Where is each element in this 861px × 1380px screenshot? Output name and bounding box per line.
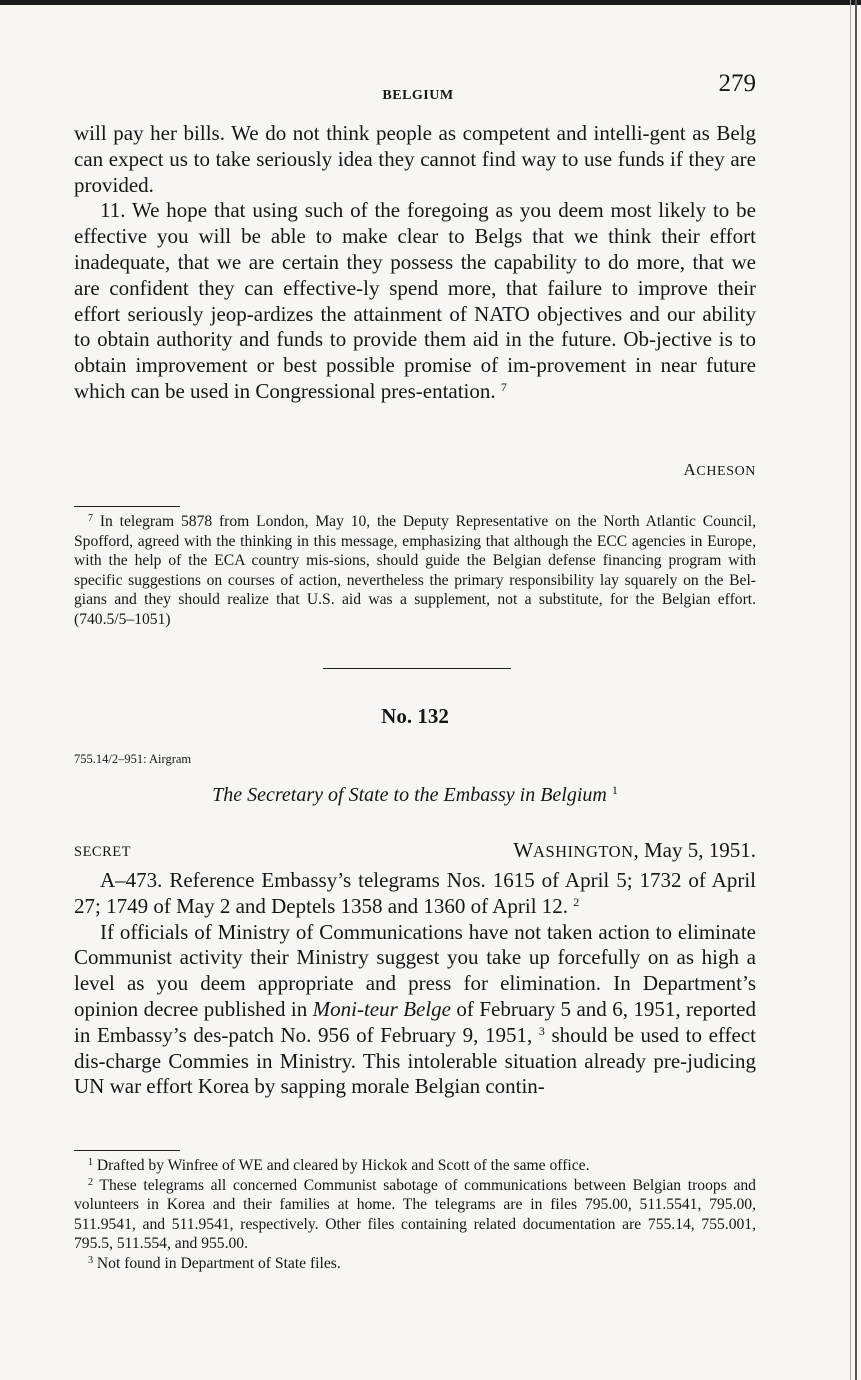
letter-paragraph-2-c: should be used to effect dis-charge Commies in Ministry. This intolerable situation already pre-judicing UN war effort Korea by sapping morale Belgian contin- [74, 1022, 757, 1099]
file-reference: 755.14/2–951: Airgram [74, 752, 192, 766]
footnote-2-marker: 2 [88, 1176, 93, 1188]
bottom-footnotes [74, 1156, 756, 1274]
top-text-block [74, 121, 756, 405]
footnote-2 [74, 1176, 756, 1254]
letter-paragraph-1 [74, 868, 756, 920]
footnote-3 [74, 1254, 756, 1274]
footnote-rule-top [74, 506, 180, 507]
letter-paragraph-2-a: If officials of Ministry of Communications have not taken action to eliminate Communist activity their Ministry suggest you take up forcefully on as high a level as you deem appropriate and press for elimination. In Department’s opinion decree published in [74, 919, 756, 1021]
footnote-3-marker: 3 [88, 1254, 93, 1266]
footnote-rule-bottom [74, 1150, 180, 1151]
top-edge-rule [0, 0, 861, 5]
signature-rest: CHESON [696, 464, 756, 479]
date-text: , May 5, 1951. [633, 838, 756, 862]
letter-text-block [74, 868, 756, 1100]
document-title [0, 784, 830, 807]
signature [500, 460, 756, 480]
footnote-7-marker: 7 [88, 513, 93, 524]
letter-paragraph-1-text: A–473. Reference Embassy’s telegrams Nos. 1615 of April 5; 1732 of April 27; 1749 of May 2 and Deptels 1358 and 1360 of April 12. [74, 868, 756, 918]
letter-paragraph-2 [74, 920, 756, 1101]
footnote-1 [74, 1156, 756, 1176]
footnote-ref-7: 7 [500, 379, 507, 394]
letter-paragraph-2-b: of February 5 and 6, 1951, reported in Embassy’s des-patch No. 956 of February 9, 1951, [74, 996, 757, 1047]
place-date-line [400, 838, 756, 863]
classification-label: SECRET [74, 844, 131, 860]
footnote-7-text: In telegram 5878 from London, May 10, the Deputy Representative on the North Atlantic Council, Spofford, agreed with the thinking in this message, emphasizing that although the ECC agencies in Europe, with the help of the ECA country mis-sions, should guide the Belgian defense financing program with specific suggestions on courses of action, nevertheless the primary responsibility lay squarely on the Bel-gians and they should realize that U.S. aid was a supplement, not a substitute, for the Belgian effort. (740.5/5–1051) [74, 513, 756, 628]
paragraph-11 [74, 198, 756, 404]
place-initial: W [513, 838, 534, 862]
page-number: 279 [718, 70, 756, 97]
running-head: BELGIUM [382, 88, 454, 103]
page-edge-border [855, 0, 857, 1380]
page-edge-line [850, 0, 851, 1380]
footnote-2-text: These telegrams all concerned Communist sabotage of communications between Belgian troops and volunteers in Korea and their families at home. The telegrams are in files 795.00, 511.5541, 795.00, 511.9541, and 511.9541, respectively. Other files containing related documentation are 755.14, 755.001, 795.5, 511.554, and 955.00. [74, 1176, 756, 1253]
letter-paragraph-2-italic: Moni-teur Belge [312, 996, 451, 1021]
place-rest: ASHINGTON [533, 842, 634, 861]
section-divider [323, 668, 511, 669]
signature-initial: A [683, 460, 697, 479]
document-title-text: The Secretary of State to the Embassy in Belgium [212, 784, 607, 806]
footnote-ref-1: 1 [611, 783, 618, 797]
footnote-7 [74, 512, 756, 630]
document-number: No. 132 [381, 704, 449, 728]
footnote-ref-3: 3 [538, 1023, 545, 1038]
paragraph-continuation: will pay her bills. We do not think people as competent and intelli-gent as Belg can expect us to take seriously idea they cannot find way to use funds if they are provided. [74, 121, 756, 197]
footnote-1-marker: 1 [88, 1157, 93, 1168]
footnote-ref-2: 2 [573, 894, 580, 909]
footnote-1-text: Drafted by Winfree of WE and cleared by Hickok and Scott of the same office. [96, 1157, 590, 1174]
footnote-3-text: Not found in Department of State files. [96, 1254, 341, 1272]
paragraph-11-text: 11. We hope that using such of the foregoing as you deem most likely to be effective you will be able to make clear to Belgs that we think their effort inadequate, that we are certain they possess the capability to do more, that we are confident they can effective-ly spend more, that failure to improve their effort seriously jeop-ardizes the attainment of NATO objectives and our ability to obtain authority and funds to provide them aid in the future. Ob-jective is to obtain improvement or best possible promise of im-provement in near future which can be used in Congressional pres-entation. [74, 198, 756, 403]
